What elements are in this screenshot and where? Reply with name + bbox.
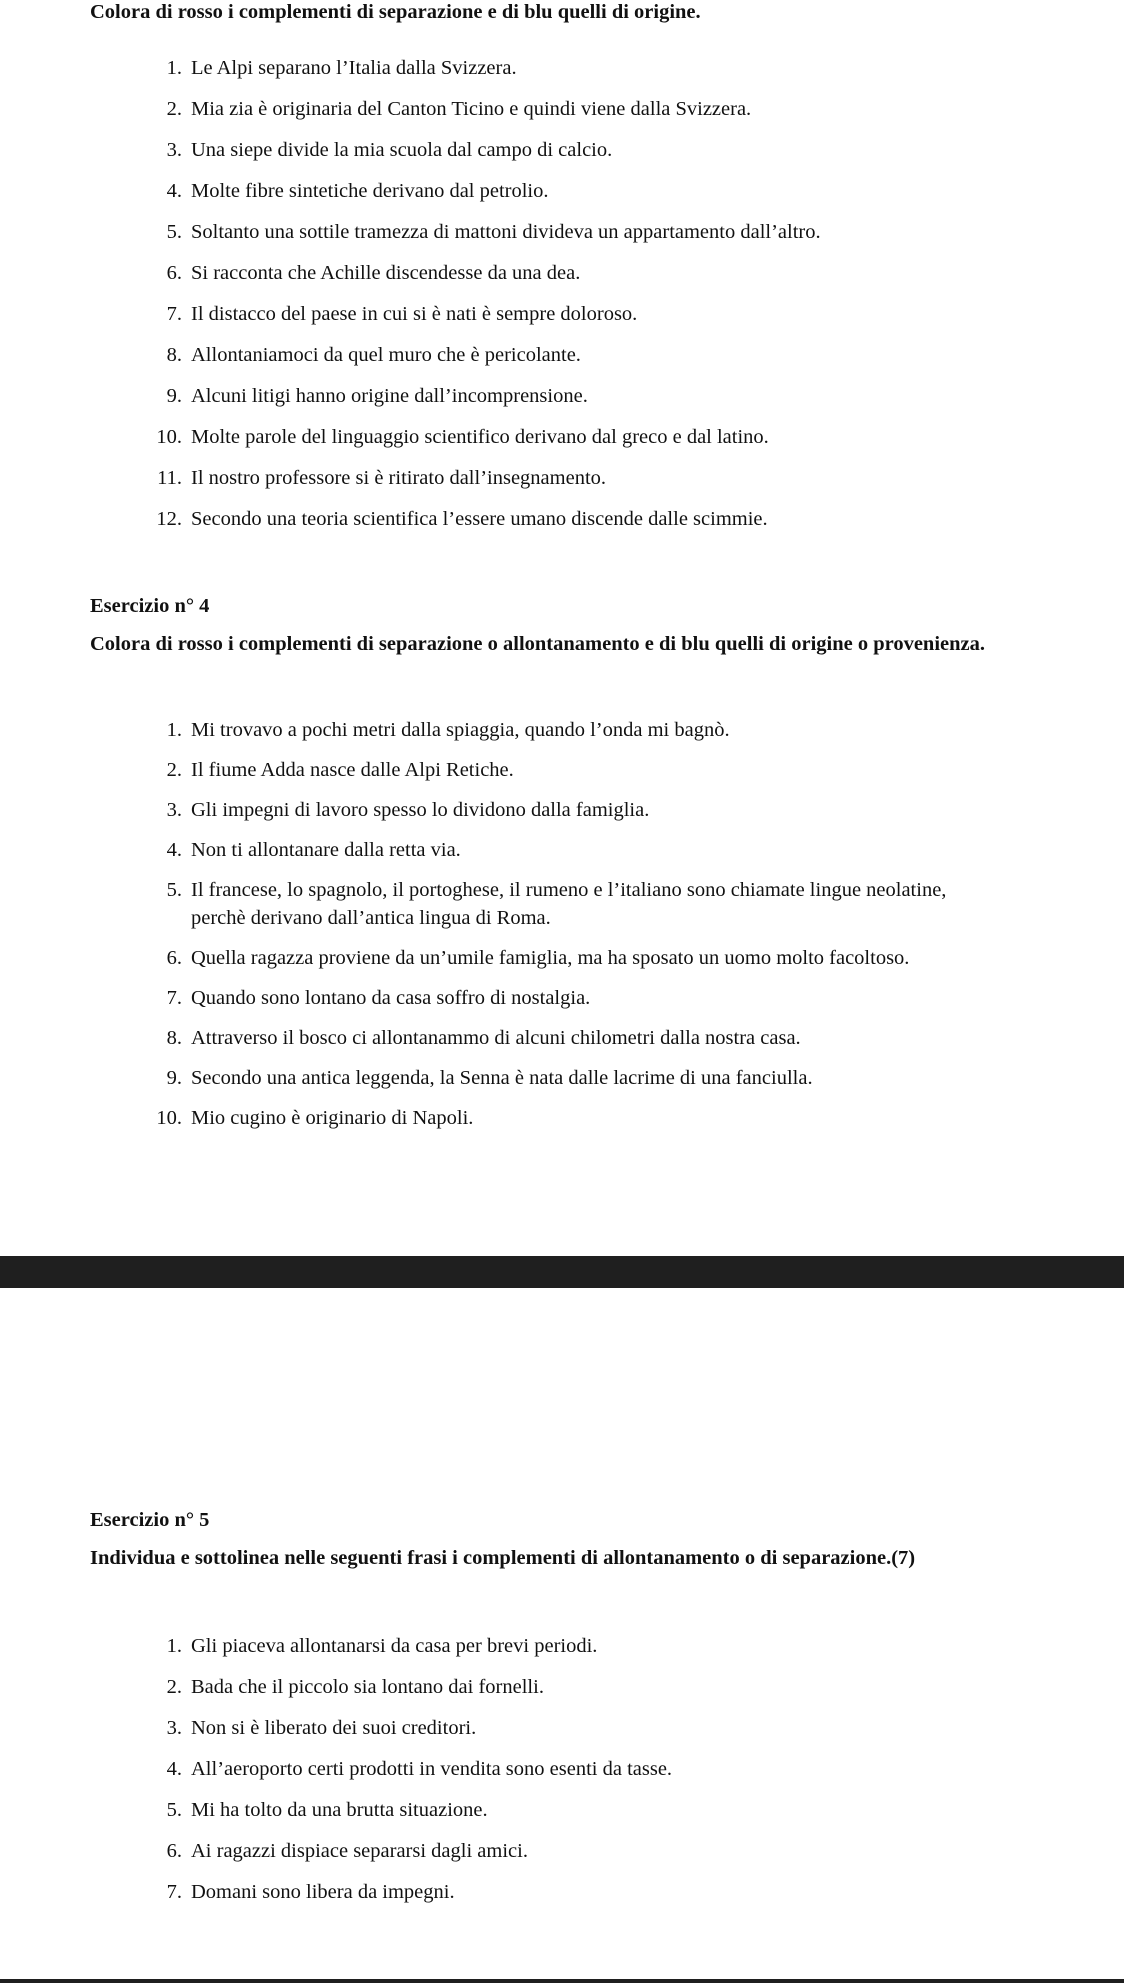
list-item: [0, 54, 1071, 82]
exercise-5-heading: Esercizio n° 5: [90, 1509, 210, 1531]
list-item: [0, 177, 1071, 205]
item-number: 5.: [166, 879, 182, 901]
item-text: Mia zia è originaria del Canton Ticino e quindi viene dalla Svizzera.: [191, 98, 752, 120]
list-item: [0, 836, 1071, 864]
list-item: [0, 505, 1071, 533]
exercise-3-list: [0, 54, 1071, 533]
item-number: 8.: [166, 1027, 182, 1049]
item-text: Il distacco del paese in cui si è nati è sempre doloroso.: [191, 303, 638, 325]
list-item: [0, 218, 1071, 246]
item-number: 2.: [166, 98, 182, 120]
list-item: [0, 382, 1071, 410]
item-number: 10.: [156, 426, 182, 448]
item-text: All’aeroporto certi prodotti in vendita sono esenti da tasse.: [191, 1758, 673, 1780]
list-item: [0, 1632, 1071, 1660]
list-item: [0, 876, 991, 932]
item-text: Mi trovavo a pochi metri dalla spiaggia, quando l’onda mi bagnò.: [191, 719, 730, 741]
item-text: Secondo una antica leggenda, la Senna è nata dalle lacrime di una fanciulla.: [191, 1067, 813, 1089]
item-text: Quando sono lontano da casa soffro di nostalgia.: [191, 987, 591, 1009]
item-text: Domani sono libera da impegni.: [191, 1881, 455, 1903]
item-text: Non si è liberato dei suoi creditori.: [191, 1717, 477, 1739]
item-text: Alcuni litigi hanno origine dall’incomprensione.: [191, 385, 588, 407]
item-number: 1.: [166, 1635, 182, 1657]
item-number: 6.: [166, 262, 182, 284]
list-item: [0, 464, 1071, 492]
list-item: [0, 796, 1071, 824]
item-text: Molte parole del linguaggio scientifico derivano dal greco e dal latino.: [191, 426, 769, 448]
item-text: Attraverso il bosco ci allontanammo di alcuni chilometri dalla nostra casa.: [191, 1027, 801, 1049]
item-number: 5.: [166, 1799, 182, 1821]
list-item: [0, 1024, 1071, 1052]
item-text: Gli piaceva allontanarsi da casa per brevi periodi.: [191, 1635, 598, 1657]
list-item: [0, 1104, 1071, 1132]
item-number: 3.: [166, 139, 182, 161]
list-item: [0, 259, 1071, 287]
item-number: 12.: [156, 508, 182, 530]
item-number: 6.: [166, 1840, 182, 1862]
item-number: 4.: [166, 1758, 182, 1780]
item-number: 2.: [166, 759, 182, 781]
item-number: 10.: [156, 1107, 182, 1129]
list-item: [0, 1755, 1071, 1783]
item-text: Molte fibre sintetiche derivano dal petrolio.: [191, 180, 549, 202]
item-number: 6.: [166, 947, 182, 969]
exercise-4-instruction: Colora di rosso i complementi di separazione o allontanamento e di blu quelli di origine o provenienza.: [90, 633, 986, 655]
item-number: 3.: [166, 1717, 182, 1739]
item-number: 1.: [166, 719, 182, 741]
item-number: 9.: [166, 1067, 182, 1089]
item-number: 11.: [157, 467, 182, 489]
list-item: [0, 136, 1071, 164]
item-number: 9.: [166, 385, 182, 407]
item-number: 1.: [166, 57, 182, 79]
list-item: [0, 1064, 1071, 1092]
list-item: [0, 716, 1071, 744]
item-text: Ai ragazzi dispiace separarsi dagli amici.: [191, 1840, 528, 1862]
list-item: [0, 95, 1071, 123]
item-text: Soltanto una sottile tramezza di mattoni divideva un appartamento dall’altro.: [191, 221, 821, 243]
item-text: Le Alpi separano l’Italia dalla Svizzera.: [191, 57, 517, 79]
list-item: [0, 300, 1071, 328]
item-number: 7.: [166, 987, 182, 1009]
list-item: [0, 1796, 1071, 1824]
item-text: Gli impegni di lavoro spesso lo dividono dalla famiglia.: [191, 799, 650, 821]
item-text: Mi ha tolto da una brutta situazione.: [191, 1799, 488, 1821]
exercise-4-heading: Esercizio n° 4: [90, 595, 210, 617]
item-number: 7.: [166, 1881, 182, 1903]
list-item: [0, 756, 1071, 784]
exercise-3-instruction: Colora di rosso i complementi di separazione e di blu quelli di origine.: [90, 1, 701, 23]
item-number: 2.: [166, 1676, 182, 1698]
page-divider: [0, 1256, 1124, 1288]
page-bottom-edge: [0, 1979, 1124, 1983]
item-text: Quella ragazza proviene da un’umile famiglia, ma ha sposato un uomo molto facoltoso.: [191, 947, 910, 969]
exercise-4-list: [0, 716, 1071, 1132]
exercise-5-instruction: Individua e sottolinea nelle seguenti frasi i complementi di allontanamento o di separazione.(7): [90, 1547, 916, 1569]
item-number: 3.: [166, 799, 182, 821]
item-text: Una siepe divide la mia scuola dal campo di calcio.: [191, 139, 613, 161]
item-text: Mio cugino è originario di Napoli.: [191, 1107, 474, 1129]
item-text: Si racconta che Achille discendesse da una dea.: [191, 262, 581, 284]
item-text: Il fiume Adda nasce dalle Alpi Retiche.: [191, 759, 514, 781]
list-item: [0, 341, 1071, 369]
list-item: [0, 1673, 1071, 1701]
list-item: [0, 1878, 1071, 1906]
item-text: Il francese, lo spagnolo, il portoghese, il rumeno e l’italiano sono chiamate lingue neolatine, perchè derivano dall’antica lingua di Roma.: [191, 879, 947, 929]
item-text: Allontaniamoci da quel muro che è pericolante.: [191, 344, 581, 366]
item-number: 4.: [166, 839, 182, 861]
item-number: 4.: [166, 180, 182, 202]
list-item: [0, 423, 1071, 451]
list-item: [0, 984, 1071, 1012]
item-text: Non ti allontanare dalla retta via.: [191, 839, 461, 861]
item-text: Bada che il piccolo sia lontano dai fornelli.: [191, 1676, 544, 1698]
item-number: 7.: [166, 303, 182, 325]
list-item: [0, 1837, 1071, 1865]
item-text: Secondo una teoria scientifica l’essere umano discende dalle scimmie.: [191, 508, 768, 530]
item-text: Il nostro professore si è ritirato dall’insegnamento.: [191, 467, 607, 489]
item-number: 8.: [166, 344, 182, 366]
list-item: [0, 1714, 1071, 1742]
list-item: [0, 944, 1071, 972]
item-number: 5.: [166, 221, 182, 243]
exercise-5-list: [0, 1632, 1071, 1906]
